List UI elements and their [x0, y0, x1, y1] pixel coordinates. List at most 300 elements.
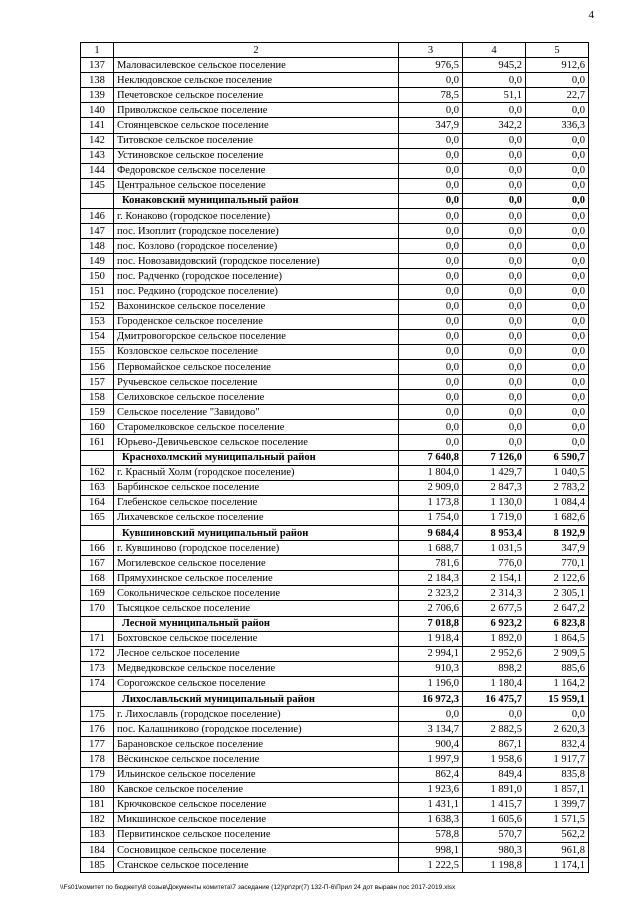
row-number [81, 616, 114, 631]
value-col5: 0,0 [526, 420, 589, 435]
row-number: 160 [81, 420, 114, 435]
value-col3: 2 706,6 [399, 601, 463, 616]
settlement-name: Барбинское сельское поселение [114, 480, 399, 495]
value-col4: 0,0 [463, 435, 526, 450]
row-number: 163 [81, 480, 114, 495]
value-col4: 2 154,1 [463, 571, 526, 586]
value-col3: 0,0 [399, 375, 463, 390]
value-col3: 0,0 [399, 163, 463, 178]
table-row [81, 827, 589, 842]
value-col3: 0,0 [399, 103, 463, 118]
value-col5: 1 084,4 [526, 495, 589, 510]
settlement-name: Кувшиновский муниципальный район [114, 526, 399, 541]
value-col5: 15 959,1 [526, 692, 589, 707]
value-col5: 2 122,6 [526, 571, 589, 586]
settlement-name: Ручьевское сельское поселение [114, 375, 399, 390]
value-col5: 0,0 [526, 344, 589, 359]
district-total-row [81, 616, 589, 631]
value-col3: 781,6 [399, 556, 463, 571]
value-col4: 342,2 [463, 118, 526, 133]
table-row [81, 148, 589, 163]
value-col3: 1 923,6 [399, 782, 463, 797]
table-row [81, 571, 589, 586]
settlement-name: г. Кувшиново (городское поселение) [114, 541, 399, 556]
settlement-name: Лихачевское сельское поселение [114, 510, 399, 525]
row-number: 148 [81, 239, 114, 254]
settlement-name: Сорогожское сельское поселение [114, 676, 399, 691]
value-col3: 0,0 [399, 344, 463, 359]
value-col4: 2 314,3 [463, 586, 526, 601]
table-row [81, 375, 589, 390]
value-col4: 570,7 [463, 827, 526, 842]
value-col5: 912,6 [526, 58, 589, 73]
row-number: 149 [81, 254, 114, 269]
table-row [81, 495, 589, 510]
value-col3: 910,3 [399, 661, 463, 676]
value-col4: 0,0 [463, 420, 526, 435]
value-col3: 0,0 [399, 284, 463, 299]
value-col4: 0,0 [463, 148, 526, 163]
row-number: 175 [81, 707, 114, 722]
value-col4: 0,0 [463, 224, 526, 239]
value-col3: 2 909,0 [399, 480, 463, 495]
value-col3: 7 640,8 [399, 450, 463, 465]
district-total-row [81, 193, 589, 208]
settlement-name: Лесное сельское поселение [114, 646, 399, 661]
value-col3: 2 323,2 [399, 586, 463, 601]
table-body [81, 58, 589, 873]
settlement-name: Конаковский муниципальный район [114, 193, 399, 208]
value-col3: 7 018,8 [399, 616, 463, 631]
value-col4: 0,0 [463, 209, 526, 224]
value-col3: 1 222,5 [399, 858, 463, 873]
row-number: 157 [81, 375, 114, 390]
value-col4: 0,0 [463, 239, 526, 254]
row-number [81, 526, 114, 541]
value-col3: 0,0 [399, 420, 463, 435]
table-row [81, 510, 589, 525]
value-col4: 1 031,5 [463, 541, 526, 556]
settlement-name: Медведковское сельское поселение [114, 661, 399, 676]
value-col3: 3 134,7 [399, 722, 463, 737]
value-col5: 336,3 [526, 118, 589, 133]
table-row [81, 420, 589, 435]
column-number: 4 [463, 43, 526, 58]
table-row [81, 646, 589, 661]
settlement-name: Юрьево-Девичьевское сельское поселение [114, 435, 399, 450]
table-row [81, 601, 589, 616]
value-col5: 0,0 [526, 224, 589, 239]
value-col5: 2 647,2 [526, 601, 589, 616]
value-col4: 1 719,0 [463, 510, 526, 525]
row-number: 161 [81, 435, 114, 450]
value-col4: 0,0 [463, 707, 526, 722]
value-col5: 0,0 [526, 269, 589, 284]
column-number: 5 [526, 43, 589, 58]
value-col3: 998,1 [399, 842, 463, 857]
district-total-row [81, 526, 589, 541]
settlement-name: г. Красный Холм (городское поселение) [114, 465, 399, 480]
value-col5: 2 620,3 [526, 722, 589, 737]
settlement-name: Устиновское сельское поселение [114, 148, 399, 163]
value-col3: 0,0 [399, 405, 463, 420]
value-col5: 0,0 [526, 193, 589, 208]
table-row [81, 178, 589, 193]
value-col3: 1 196,0 [399, 676, 463, 691]
row-number: 171 [81, 631, 114, 646]
value-col3: 1 431,1 [399, 797, 463, 812]
table-row [81, 88, 589, 103]
value-col3: 0,0 [399, 359, 463, 374]
value-col3: 0,0 [399, 390, 463, 405]
table-row [81, 541, 589, 556]
value-col4: 0,0 [463, 390, 526, 405]
value-col4: 7 126,0 [463, 450, 526, 465]
value-col5: 1 571,5 [526, 812, 589, 827]
table-row [81, 344, 589, 359]
row-number: 164 [81, 495, 114, 510]
row-number: 159 [81, 405, 114, 420]
settlement-name: Прямухинское сельское поселение [114, 571, 399, 586]
table-row [81, 858, 589, 873]
value-col4: 0,0 [463, 284, 526, 299]
value-col5: 1 864,5 [526, 631, 589, 646]
table-row [81, 329, 589, 344]
table-row [81, 435, 589, 450]
value-col3: 1 918,4 [399, 631, 463, 646]
value-col5: 0,0 [526, 133, 589, 148]
settlement-name: Козловское сельское поселение [114, 344, 399, 359]
row-number: 182 [81, 812, 114, 827]
column-number-row [81, 43, 589, 58]
table-row [81, 118, 589, 133]
row-number [81, 193, 114, 208]
row-number: 139 [81, 88, 114, 103]
value-col4: 0,0 [463, 193, 526, 208]
settlement-name: Маловасилевское сельское поселение [114, 58, 399, 73]
value-col5: 0,0 [526, 73, 589, 88]
value-col3: 1 804,0 [399, 465, 463, 480]
table-row [81, 782, 589, 797]
value-col3: 0,0 [399, 299, 463, 314]
row-number: 168 [81, 571, 114, 586]
row-number: 147 [81, 224, 114, 239]
settlement-name: г. Конаково (городское поселение) [114, 209, 399, 224]
value-col3: 1 173,8 [399, 495, 463, 510]
row-number: 137 [81, 58, 114, 73]
table-row [81, 676, 589, 691]
row-number: 145 [81, 178, 114, 193]
value-col4: 2 677,5 [463, 601, 526, 616]
value-col4: 8 953,4 [463, 526, 526, 541]
settlement-name: Неклюдовское сельское поселение [114, 73, 399, 88]
value-col3: 347,9 [399, 118, 463, 133]
row-number [81, 450, 114, 465]
value-col3: 578,8 [399, 827, 463, 842]
value-col4: 1 958,6 [463, 752, 526, 767]
table-row [81, 737, 589, 752]
value-col4: 849,4 [463, 767, 526, 782]
value-col5: 0,0 [526, 284, 589, 299]
value-col5: 0,0 [526, 329, 589, 344]
value-col4: 0,0 [463, 163, 526, 178]
table-row [81, 163, 589, 178]
settlement-name: Вахонинское сельское поселение [114, 299, 399, 314]
value-col3: 0,0 [399, 148, 463, 163]
value-col3: 16 972,3 [399, 692, 463, 707]
row-number: 142 [81, 133, 114, 148]
value-col5: 0,0 [526, 254, 589, 269]
row-number: 138 [81, 73, 114, 88]
file-path-footer: \\Fs01\комитет по бюджету\8 созыв\Документы комитета\7 заседание (12)\pr\zpr(7) 132-П-6\Прил 24 дот выравн пос 2017-2019.xlsx [60, 884, 456, 891]
value-col5: 1 857,1 [526, 782, 589, 797]
value-col5: 347,9 [526, 541, 589, 556]
value-col5: 0,0 [526, 375, 589, 390]
row-number: 150 [81, 269, 114, 284]
table-row [81, 586, 589, 601]
table-row [81, 797, 589, 812]
table-row [81, 254, 589, 269]
value-col3: 0,0 [399, 269, 463, 284]
row-number: 162 [81, 465, 114, 480]
table-row [81, 465, 589, 480]
value-col4: 0,0 [463, 269, 526, 284]
allocation-table [80, 42, 589, 873]
value-col4: 0,0 [463, 73, 526, 88]
settlement-name: Микшинское сельское поселение [114, 812, 399, 827]
value-col5: 0,0 [526, 103, 589, 118]
settlement-name: Стоянцевское сельское поселение [114, 118, 399, 133]
settlement-name: Тысяцкое сельское поселение [114, 601, 399, 616]
value-col3: 0,0 [399, 329, 463, 344]
row-number: 140 [81, 103, 114, 118]
value-col5: 832,4 [526, 737, 589, 752]
value-col4: 1 605,6 [463, 812, 526, 827]
value-col3: 1 638,3 [399, 812, 463, 827]
value-col5: 1 917,7 [526, 752, 589, 767]
row-number: 146 [81, 209, 114, 224]
value-col5: 2 783,2 [526, 480, 589, 495]
row-number: 185 [81, 858, 114, 873]
row-number: 184 [81, 842, 114, 857]
table-row [81, 752, 589, 767]
value-col5: 1 399,7 [526, 797, 589, 812]
value-col3: 2 994,1 [399, 646, 463, 661]
value-col5: 1 164,2 [526, 676, 589, 691]
value-col4: 0,0 [463, 344, 526, 359]
value-col4: 0,0 [463, 133, 526, 148]
settlement-name: пос. Радченко (городское поселение) [114, 269, 399, 284]
value-col5: 1 174,1 [526, 858, 589, 873]
value-col3: 9 684,4 [399, 526, 463, 541]
row-number [81, 692, 114, 707]
value-col4: 945,2 [463, 58, 526, 73]
value-col5: 0,0 [526, 707, 589, 722]
row-number: 178 [81, 752, 114, 767]
value-col5: 0,0 [526, 163, 589, 178]
table-row [81, 390, 589, 405]
row-number: 174 [81, 676, 114, 691]
settlement-name: Сокольническое сельское поселение [114, 586, 399, 601]
table-row [81, 661, 589, 676]
settlement-name: пос. Калашниково (городское поселение) [114, 722, 399, 737]
settlement-name: Ильинское сельское поселение [114, 767, 399, 782]
value-col3: 0,0 [399, 193, 463, 208]
value-col4: 1 198,8 [463, 858, 526, 873]
row-number: 156 [81, 359, 114, 374]
table-row [81, 284, 589, 299]
value-col5: 2 305,1 [526, 586, 589, 601]
settlement-name: Дмитровогорское сельское поселение [114, 329, 399, 344]
value-col3: 0,0 [399, 224, 463, 239]
row-number: 170 [81, 601, 114, 616]
value-col3: 0,0 [399, 209, 463, 224]
table-row [81, 314, 589, 329]
settlement-name: Старомелковское сельское поселение [114, 420, 399, 435]
settlement-name: Глебенское сельское поселение [114, 495, 399, 510]
settlement-name: Крючковское сельское поселение [114, 797, 399, 812]
settlement-name: Краснохолмский муниципальный район [114, 450, 399, 465]
value-col3: 0,0 [399, 707, 463, 722]
value-col4: 980,3 [463, 842, 526, 857]
settlement-name: Титовское сельское поселение [114, 133, 399, 148]
row-number: 183 [81, 827, 114, 842]
value-col3: 976,5 [399, 58, 463, 73]
column-number: 1 [81, 43, 114, 58]
value-col4: 1 415,7 [463, 797, 526, 812]
row-number: 143 [81, 148, 114, 163]
row-number: 169 [81, 586, 114, 601]
value-col4: 1 130,0 [463, 495, 526, 510]
value-col4: 0,0 [463, 359, 526, 374]
row-number: 153 [81, 314, 114, 329]
value-col5: 961,8 [526, 842, 589, 857]
value-col4: 0,0 [463, 329, 526, 344]
value-col5: 8 192,9 [526, 526, 589, 541]
value-col5: 6 590,7 [526, 450, 589, 465]
value-col3: 78,5 [399, 88, 463, 103]
table-row [81, 58, 589, 73]
value-col4: 1 429,7 [463, 465, 526, 480]
value-col4: 0,0 [463, 405, 526, 420]
value-col4: 2 952,6 [463, 646, 526, 661]
row-number: 141 [81, 118, 114, 133]
table-row [81, 239, 589, 254]
settlement-name: Лесной муниципальный район [114, 616, 399, 631]
table-row [81, 103, 589, 118]
table-row [81, 812, 589, 827]
value-col3: 0,0 [399, 254, 463, 269]
settlement-name: Городенское сельское поселение [114, 314, 399, 329]
settlement-name: Федоровское сельское поселение [114, 163, 399, 178]
row-number: 165 [81, 510, 114, 525]
table-row [81, 722, 589, 737]
row-number: 180 [81, 782, 114, 797]
column-number: 3 [399, 43, 463, 58]
value-col4: 1 180,4 [463, 676, 526, 691]
value-col3: 0,0 [399, 73, 463, 88]
value-col5: 6 823,8 [526, 616, 589, 631]
value-col4: 0,0 [463, 314, 526, 329]
value-col5: 0,0 [526, 359, 589, 374]
row-number: 172 [81, 646, 114, 661]
value-col5: 0,0 [526, 435, 589, 450]
settlement-name: Бохтовское сельское поселение [114, 631, 399, 646]
settlement-name: Лихославльский муниципальный район [114, 692, 399, 707]
value-col4: 898,2 [463, 661, 526, 676]
row-number: 158 [81, 390, 114, 405]
value-col5: 22,7 [526, 88, 589, 103]
table-row [81, 767, 589, 782]
value-col5: 0,0 [526, 314, 589, 329]
value-col3: 0,0 [399, 314, 463, 329]
value-col4: 0,0 [463, 178, 526, 193]
table-row [81, 842, 589, 857]
settlement-name: Приволжское сельское поселение [114, 103, 399, 118]
table-row [81, 299, 589, 314]
district-total-row [81, 450, 589, 465]
settlement-name: Селиховское сельское поселение [114, 390, 399, 405]
settlement-name: Вёскинское сельское поселение [114, 752, 399, 767]
table-row [81, 133, 589, 148]
settlement-name: Печетовское сельское поселение [114, 88, 399, 103]
table-row [81, 707, 589, 722]
value-col5: 0,0 [526, 405, 589, 420]
row-number: 181 [81, 797, 114, 812]
value-col4: 0,0 [463, 254, 526, 269]
district-total-row [81, 692, 589, 707]
value-col5: 0,0 [526, 209, 589, 224]
value-col5: 835,8 [526, 767, 589, 782]
settlement-name: Кавское сельское поселение [114, 782, 399, 797]
table-row [81, 209, 589, 224]
settlement-name: пос. Козлово (городское поселение) [114, 239, 399, 254]
column-number: 2 [114, 43, 399, 58]
value-col4: 0,0 [463, 375, 526, 390]
value-col3: 2 184,3 [399, 571, 463, 586]
value-col3: 900,4 [399, 737, 463, 752]
value-col4: 16 475,7 [463, 692, 526, 707]
value-col4: 0,0 [463, 299, 526, 314]
row-number: 167 [81, 556, 114, 571]
table-row [81, 480, 589, 495]
settlement-name: пос. Новозавидовский (городское поселение) [114, 254, 399, 269]
value-col4: 51,1 [463, 88, 526, 103]
value-col5: 562,2 [526, 827, 589, 842]
row-number: 151 [81, 284, 114, 299]
value-col4: 0,0 [463, 103, 526, 118]
table-row [81, 631, 589, 646]
value-col3: 1 754,0 [399, 510, 463, 525]
table-row [81, 556, 589, 571]
settlement-name: Могилевское сельское поселение [114, 556, 399, 571]
value-col3: 1 997,9 [399, 752, 463, 767]
table-row [81, 73, 589, 88]
value-col4: 867,1 [463, 737, 526, 752]
value-col5: 885,6 [526, 661, 589, 676]
value-col4: 1 891,0 [463, 782, 526, 797]
row-number: 173 [81, 661, 114, 676]
value-col3: 862,4 [399, 767, 463, 782]
settlement-name: Первомайское сельское поселение [114, 359, 399, 374]
table-row [81, 224, 589, 239]
value-col4: 2 882,5 [463, 722, 526, 737]
value-col5: 0,0 [526, 178, 589, 193]
value-col4: 6 923,2 [463, 616, 526, 631]
row-number: 176 [81, 722, 114, 737]
row-number: 177 [81, 737, 114, 752]
value-col5: 0,0 [526, 390, 589, 405]
